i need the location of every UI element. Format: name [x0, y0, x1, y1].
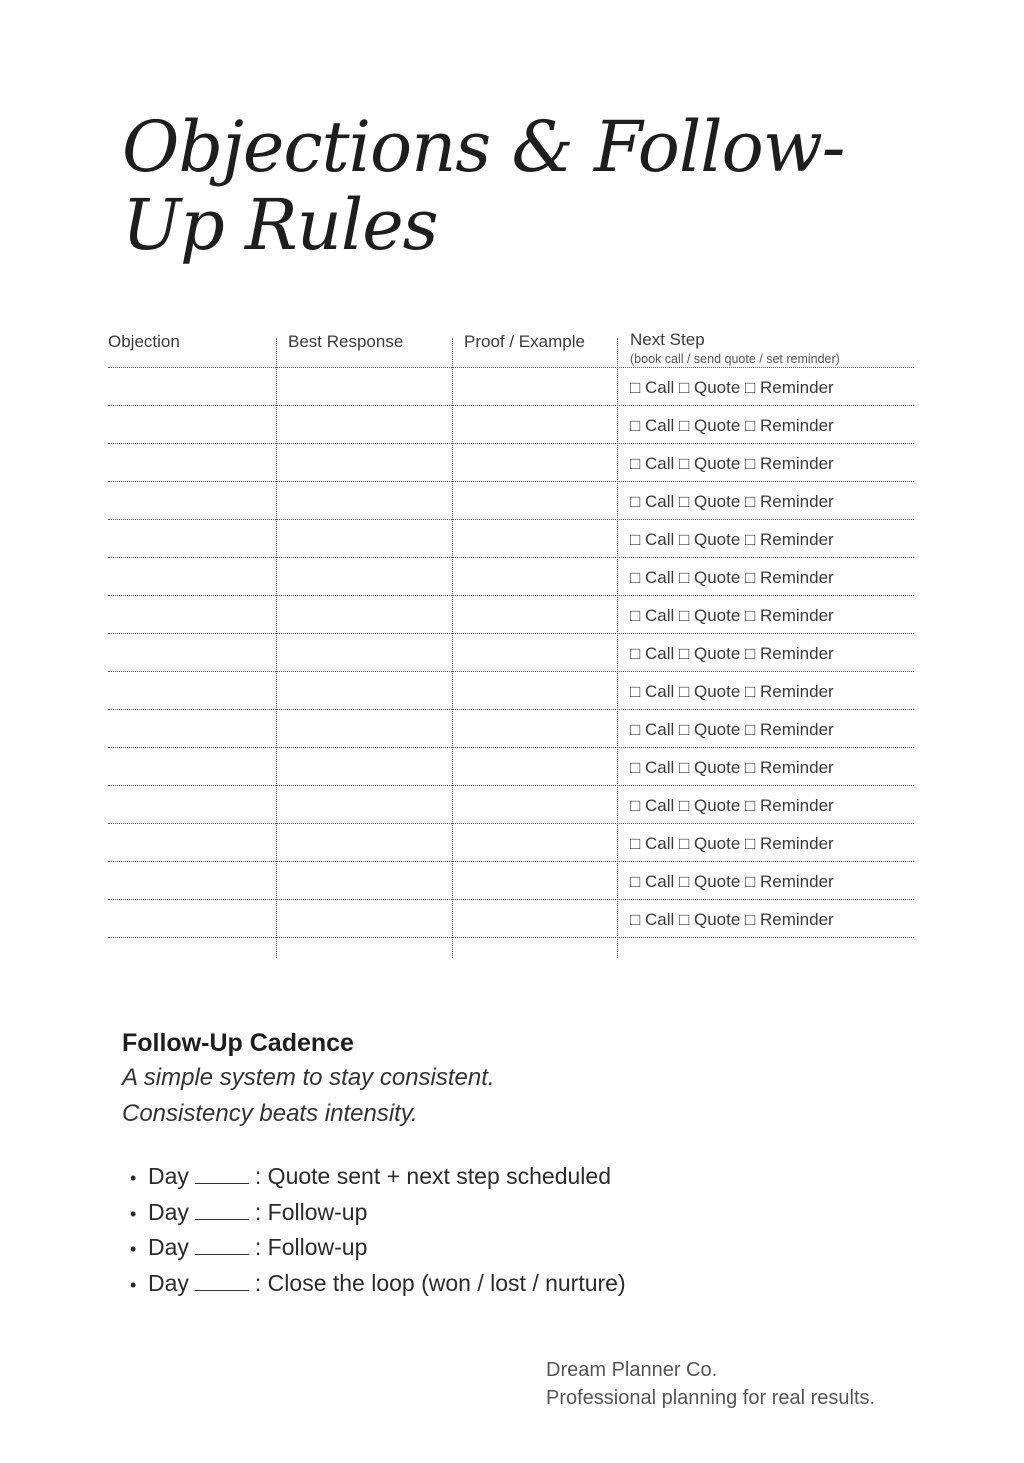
cadence-item: [130, 1160, 922, 1196]
next-step-checkboxes[interactable]: □ Call □ Quote □ Reminder: [630, 606, 834, 625]
table-header: [108, 330, 914, 368]
cadence-subtitle-line: A simple system to stay consistent.: [122, 1064, 495, 1091]
day-blank-field[interactable]: [195, 1289, 249, 1291]
bullet-icon: •: [130, 1239, 137, 1259]
cadence-list: [122, 1160, 922, 1302]
cadence-item-prefix: Day: [148, 1234, 189, 1260]
table-row[interactable]: [108, 862, 914, 900]
table-row[interactable]: [108, 824, 914, 862]
footer: [546, 1356, 875, 1412]
table-row[interactable]: [108, 558, 914, 596]
day-blank-field[interactable]: [195, 1253, 249, 1255]
next-step-checkboxes[interactable]: □ Call □ Quote □ Reminder: [630, 796, 834, 815]
table-row[interactable]: [108, 520, 914, 558]
next-step-checkboxes[interactable]: □ Call □ Quote □ Reminder: [630, 872, 834, 891]
next-step-checkboxes[interactable]: □ Call □ Quote □ Reminder: [630, 568, 834, 587]
table-row[interactable]: [108, 406, 914, 444]
next-step-checkboxes[interactable]: □ Call □ Quote □ Reminder: [630, 530, 834, 549]
next-step-checkboxes[interactable]: □ Call □ Quote □ Reminder: [630, 910, 834, 929]
cadence-item: [130, 1267, 922, 1303]
cadence-item-text: : Quote sent + next step scheduled: [254, 1163, 612, 1189]
column-divider: [452, 338, 453, 958]
bullet-icon: •: [130, 1168, 137, 1188]
table-row[interactable]: [108, 444, 914, 482]
cadence-subtitle-line: Consistency beats intensity.: [122, 1100, 418, 1127]
follow-up-cadence-section: [122, 1026, 922, 1302]
cadence-item: [130, 1196, 922, 1232]
bullet-icon: •: [130, 1203, 137, 1224]
cadence-item: [130, 1231, 922, 1267]
cadence-item-prefix: Day: [148, 1198, 189, 1225]
column-header-proof-example: Proof / Example: [464, 332, 585, 351]
table-row[interactable]: [108, 482, 914, 520]
cadence-item-text: : Follow-up: [254, 1234, 368, 1260]
next-step-checkboxes[interactable]: □ Call □ Quote □ Reminder: [630, 758, 834, 777]
next-step-checkboxes[interactable]: □ Call □ Quote □ Reminder: [630, 720, 834, 739]
page-title: Objections & Follow-Up Rules: [122, 106, 845, 266]
next-step-checkboxes[interactable]: □ Call □ Quote □ Reminder: [630, 454, 834, 473]
table-row[interactable]: [108, 368, 914, 406]
bullet-icon: •: [130, 1274, 137, 1295]
footer-tagline: Professional planning for real results.: [546, 1387, 876, 1409]
table-row[interactable]: [108, 748, 914, 786]
cadence-item-text: : Close the loop (won / lost / nurture): [254, 1269, 626, 1296]
column-divider: [276, 338, 277, 958]
column-subheader-next-step: (book call / send quote / set reminder): [630, 352, 840, 366]
table-tail: [108, 938, 914, 956]
next-step-checkboxes[interactable]: □ Call □ Quote □ Reminder: [630, 644, 834, 663]
cadence-item-text: : Follow-up: [254, 1198, 368, 1225]
table-row[interactable]: [108, 672, 914, 710]
next-step-checkboxes[interactable]: □ Call □ Quote □ Reminder: [630, 682, 834, 701]
next-step-checkboxes[interactable]: □ Call □ Quote □ Reminder: [630, 492, 834, 511]
footer-brand: Dream Planner Co.: [546, 1359, 718, 1381]
table-row[interactable]: [108, 634, 914, 672]
column-divider: [617, 338, 618, 958]
objections-table: [108, 330, 914, 956]
day-blank-field[interactable]: [195, 1218, 249, 1220]
table-row[interactable]: [108, 900, 914, 938]
cadence-title: Follow-Up Cadence: [122, 1029, 354, 1057]
cadence-item-prefix: Day: [148, 1269, 189, 1296]
table-row[interactable]: [108, 786, 914, 824]
day-blank-field[interactable]: [195, 1182, 249, 1184]
cadence-item-prefix: Day: [148, 1163, 189, 1189]
table-body: [108, 368, 914, 938]
column-header-objection: Objection: [108, 332, 180, 351]
table-row[interactable]: [108, 710, 914, 748]
next-step-checkboxes[interactable]: □ Call □ Quote □ Reminder: [630, 834, 834, 853]
next-step-checkboxes[interactable]: □ Call □ Quote □ Reminder: [630, 416, 834, 435]
column-header-next-step: Next Step: [630, 330, 705, 349]
column-header-best-response: Best Response: [288, 332, 404, 351]
next-step-checkboxes[interactable]: □ Call □ Quote □ Reminder: [630, 378, 834, 397]
table-row[interactable]: [108, 596, 914, 634]
